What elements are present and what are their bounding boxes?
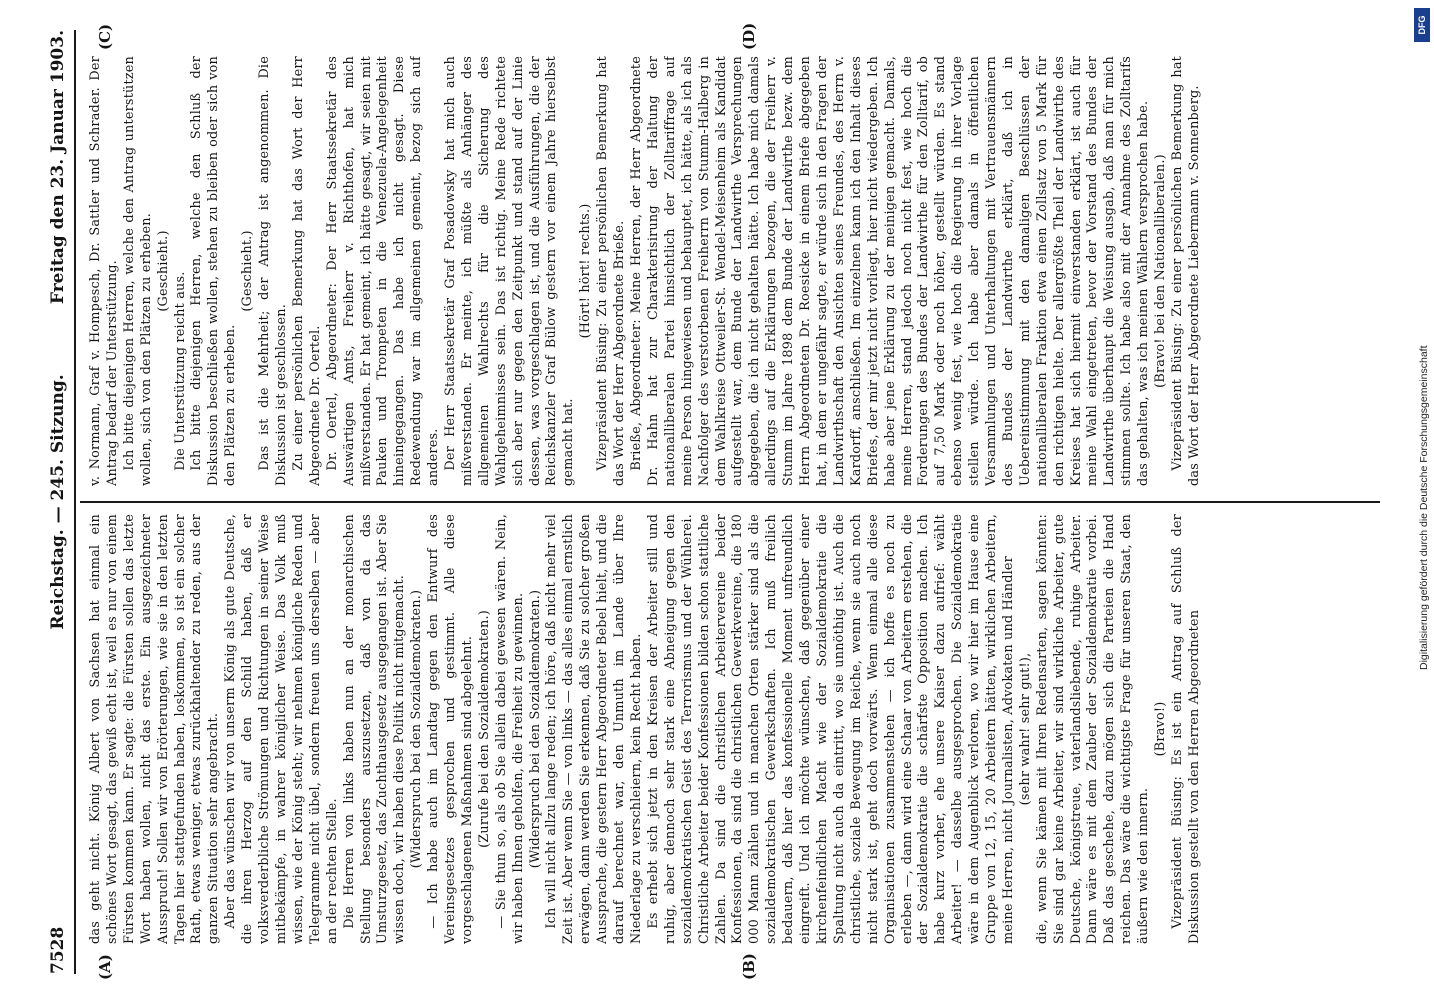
- paragraph: Die Herren von links haben nun an der monarchischen Stellung besonders auszusetzen, daß von da das Umsturzgesetz, das Zuchthausgesetz ausgegangen ist. Aber Sie wissen doch, wir haben diese Politik nicht mitgemacht.: [341, 514, 408, 944]
- interjection: (sehr wahr! sehr gut!),: [1017, 652, 1033, 806]
- paragraph: Vizepräsident Büsing: Zu einer persönlichen Bemerkung hat das Wort der Herr Abgeordnete Brieße.: [595, 56, 628, 486]
- interjection: (Widerspruch bei den Sozialdemokraten.): [527, 589, 543, 869]
- margin-letter-c: (C): [96, 23, 114, 50]
- paragraph: Brieße, Abgeordneter: Meine Herren, der Herr Abgeordnete Dr. Hahn hat zur Charakterisirung der Haltung der nationalliberalen Partei hinsichtlich der Zolltariffrage auf meine Person hingewiesen und behauptet, ich hätte, als ich als Nachfolger des verstorbenen Freiherrn von Stumm-Halberg in dem Wahlkreise Ottweiler-St. Wendel-Meisenheim als Kandidat aufgestellt war, dem Bunde der Landwirthe Versprechungen abgegeben, die ich nicht gehalten hätte. Ich habe mich damals allerdings auf die Erklärungen bezogen, die der Freiherr v. Stumm im Jahre 1898 dem Bunde der Landwirthe bezw. dem Herrn Abgeordneten Dr. Roesicke in einem Briefe abgegeben hat, in dem er ungefähr sagte, er würde sich in den Fragen der Landwirthschaft den Ansichten seines Freundes, des Herrn v. Kardorff, anschließen. Im einzelnen kann ich den Inhalt dieses Briefes, der mir jetzt nicht vorliegt, hier nicht wiedergeben. Ich habe aber jene Erklärung zu der meinigen gemacht. Damals, meine Herren, stand jedoch noch nicht fest, wie hoch die Forderungen des Bundes der Landwirthe für den Zolltarif, ob auf 7,50 Mark oder noch höher, gestellt würden. Es stand ebenso wenig fest, wie hoch die Regierung in ihrer Vorlage stellen würde. Ich habe aber damals in öffentlichen Versammlungen und Unterhaltungen mit Vertrauensmännern des Bundes der Landwirthe erklärt, daß ich in Uebereinstimmung mit den damaligen Beschlüssen der nationalliberalen Fraktion etwa einen Zollsatz von 5 Mark für den richtigen hielte. Der allergrößte Theil der Landwirthe des Kreises hat sich hiermit einverstanden erklärt, ist auch für meine Wahl eingetreten, bevor der Vorstand des Bundes der Landwirthe überhaupt die Weisung ausgab, daß man für mich stimmen sollte. Ich habe also mit der Annahme des Zolltarifs das gehalten, was ich meinen Wählern versprochen habe.: [629, 56, 1152, 486]
- paragraph: Der Herr Staatssekretär Graf Posadowsky hat mich auch mißverstanden. Er meinte, ich müßte als Anhänger des allgemeinen Wahlrechts für die Sicherung des Wahlgeheimnisses sein. Das ist richtig. Meine Rede richtete sich aber nur gegen den Zeitpunkt und stand auf der Linie dessen, was vorgeschlagen ist, und die Ausführungen, die der Reichskanzler Graf Bülow gestern vor einem Jahre hierselbst gemacht hat.: [443, 56, 577, 486]
- paragraph: Vizepräsident Büsing: Es ist ein Antrag auf Schluß der Diskussion gestellt von den Herren Abgeordneten: [1170, 514, 1202, 944]
- digitization-note-text: Digitalisierung gefördert durch die Deutsche Forschungsgemeinschaft: [1418, 345, 1430, 670]
- paragraph: Ich bitte diejenigen Herren, welche den Antrag unterstützen wollen, sich von den Plätzen zu erheben.: [121, 56, 154, 486]
- paragraph: Ich bitte diejenigen Herren, welche den Schluß der Diskussion beschließen wollen, stehen zu bleiben oder sich von den Plätzen zu erheben.: [189, 56, 239, 486]
- paragraph: Aber das wünschen wir von unserm König als gute Deutsche, die ihren Herzog auf den Schild haben, daß er volksverderbliche Strömungen und Richtungen in seiner Weise mitbekämpfe, in wahrer königlicher Weise. Das Volk muß wissen, wie der König steht; wir nehmen königliche Reden und Telegramme nicht übel, sondern freuen uns derselben — aber an der rechten Stelle.: [223, 514, 340, 944]
- paragraph: — Ich habe auch im Landtag gegen den Entwurf des Vereinsgesetzes gesprochen und gestimmt. Alle diese vorgeschlagenen Maßnahmen sind abgelehnt.: [426, 514, 475, 944]
- paragraph: Dr. Oertel, Abgeordneter: Der Herr Staatssekretär des Auswärtigen Amts, Freiherr v. Richthofen, hat mich mißverstanden. Er hat gemeint, ich hätte gesagt, wir seien mit Pauken und Trompeten in die Venezuela-Angelegenheit hineingegangen. Das habe ich nicht gesagt. Diese Redewendung war im allgemeinen gemeint, bezog sich auf anderes.: [324, 56, 442, 486]
- paragraph: v. Normann, Graf v. Hompesch, Dr. Sattler und Schrader. Der Antrag bedarf der Unterstützung.: [88, 56, 120, 486]
- paragraph: Das ist die Mehrheit; der Antrag ist angenommen. Die Diskussion ist geschlossen.: [257, 56, 289, 486]
- interjection: (Widerspruch bei den Sozialdemokraten.): [409, 589, 425, 869]
- margin-letter-b: (B): [740, 953, 758, 980]
- page-header: [40, 30, 76, 974]
- interjection: (Geschieht.): [240, 230, 256, 312]
- margin-letter-d: (D): [740, 22, 758, 50]
- interjection: (Zurufe bei den Sozialdemokraten.): [476, 610, 492, 848]
- interjection: (Bravo! bei den Nationalliberalen.): [1153, 154, 1169, 388]
- left-text-column: [88, 514, 1378, 944]
- session-title: Reichstag. — 245. Sitzung.: [48, 374, 68, 630]
- paragraph: Ich will nicht allzu lange reden; ich höre, daß nicht mehr viel Zeit ist. Aber wenn Sie — von links — das alles einmal ernstlich erwägen, dann werden Sie erkennen, daß Sie zu solcher großen Aussprache, die gestern Herr Abgeordneter Bebel hielt, und die darauf berechnet war, den Unmuth im Lande über Ihre Niederlage zu verschleiern, kein Recht haben.: [544, 514, 644, 944]
- paragraph: Die Unterstützung reicht aus.: [172, 271, 188, 471]
- page-number: 7528: [48, 926, 68, 974]
- dfg-logo-text: DFG: [1417, 15, 1427, 35]
- paragraph: Es erhebt sich jetzt in den Kreisen der Arbeiter still und ruhig, aber dennoch sehr stark eine Abneigung gegen den sozialdemokratischen Geist des Terrorismus und der Wühlerei. Christliche Arbeiter beider Konfessionen bilden schon stattliche Zahlen. Da sind die christlichen Arbeitervereine beider Konfessionen, da sind die christlichen Gewerkvereine, die 180 000 Mann zählen und in manchen Orten stärker sind als die sozialdemokratischen Gewerkschaften. Ich muß freilich bedauern, daß hier das konfessionelle Moment unfreundlich eingreift. Und ich möchte wünschen, daß gegenüber einer kirchenfeindlichen Macht wie der Sozialdemokratie die Spaltung nicht auch da eintritt, wo sie unnöthig ist. Auch die christliche, soziale Bewegung im Reiche, wenn sie auch noch nicht stark ist, geht doch vorwärts. Wenn einmal alle diese Organisationen zusammenstehen — ich hoffe es noch zu erleben —, dann wird eine Schaar von Arbeitern erstehen, die der Sozialdemokratie die schärfste Opposition machen. Ich habe kurz vorher, ehe unsere Kaiser dazu aufrief: wählt Arbeiter! — dasselbe ausgesprochen. Die Sozialdemokratie wäre in dem Augenblick verloren, wo wir hier im Hause eine Gruppe von 12, 15, 20 Arbeitern hätten, wirklichen Arbeitern, meine Herren, nicht Journalisten, Advokaten und Händler: [645, 514, 1016, 944]
- paragraph: Vizepräsident Büsing: Zu einer persönlichen Bemerkung hat das Wort der Herr Abgeordnete Liebermann v. Sonnenberg.: [1170, 56, 1202, 486]
- paragraph: die, wenn Sie kämen mit Ihren Redensarten, sagen könnten: Sie sind gar keine Arbeiter, wir sind wirkliche Arbeiter, gute Deutsche, königstreue, vaterlandsliebende, ruhige Arbeiter. Dann wäre es mit dem Zauber der Sozialdemokratie vorbei. Daß das geschehe, dazu mögen sich die Parteien die Hand reichen. Das wäre die wichtigste Frage für unseren Staat, den äußern wie den innern.: [1034, 514, 1152, 944]
- paragraph: Zu einer persönlichen Bemerkung hat das Wort der Herr Abgeordnete Dr. Oertel.: [290, 56, 323, 486]
- column-divider: [80, 501, 1380, 503]
- interjection: (Geschieht.): [155, 230, 171, 312]
- right-text-column: [88, 56, 1378, 486]
- paragraph: das geht nicht. König Albert von Sachsen hat einmal ein schönes Wort gesagt, das gewiß echt ist, weil es nur von einem Fürsten kommen kann. Er sagte: die Fürsten sollen das letzte Wort haben wollen, nicht das erste. Ein ausgezeichneter Ausspruch! Sollen wir von Erörterungen, wie sie in den letzten Tagen hier stattgefunden haben, loskommen, so ist ein solcher Rath, etwas weniger, etwas zurückhaltender zu reden, aus der ganzen Situation sehr angebracht.: [88, 514, 222, 944]
- interjection: (Hört! hört! rechts.): [578, 203, 594, 339]
- digitization-note: [1410, 0, 1434, 1000]
- margin-letter-a: (A): [96, 954, 114, 980]
- session-date: Freitag den 23. Januar 1903.: [48, 30, 68, 305]
- interjection: (Bravo!): [1153, 701, 1169, 757]
- paragraph: — Sie thun so, als ob Sie allein dabei gewesen wären. Nein, wir haben Ihnen geholfen, die Freiheit zu gewinnen.: [493, 514, 526, 944]
- dfg-logo: [1414, 8, 1430, 42]
